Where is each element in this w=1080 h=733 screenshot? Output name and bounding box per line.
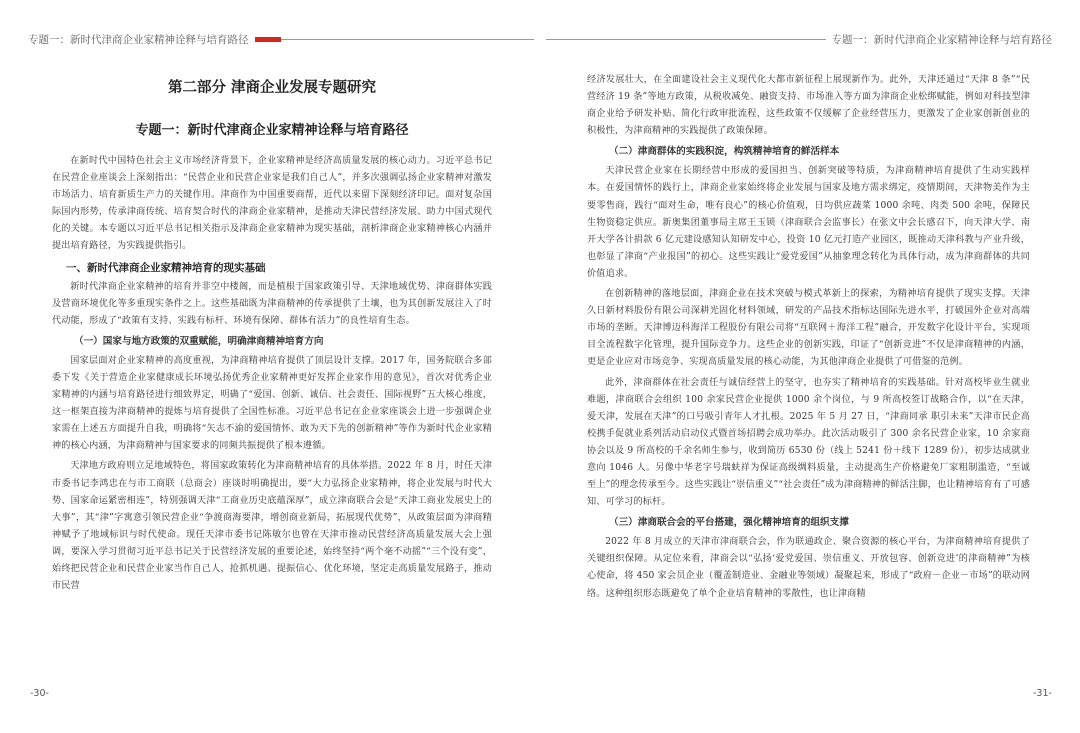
topic-title: 专题一：新时代津商企业家精神诠释与培育路径 — [135, 123, 409, 138]
subsection-1-paragraph-1: 国家层面对企业家精神的高度重视，为津商精神培育提供了顶层设计支撑。2017 年，国务院联合多部委下发《关于营造企业家健康成长环境弘扬优秀企业家精神更好发挥企业家作用的意见》，首次对优秀企业家精神的内涵与培育路径进行细致界定，明确了“爱国、创新、诚信、社会责任、国际视野”五大核心维度，这一框架直接为津商精神的提炼与培育提供了全国性标准。习近平总书记在企业家座谈会上进一步强调企业家需在上述五方面提升自我，明确将“矢志不渝的爱国情怀、敢为天下先的创新精神”等作为新时代企业家精神的核心内涵，为津商精神与国家要求的同频共振提供了根本遵循。 — [52, 355, 492, 452]
section-1-heading: 一、新时代津商企业家精神培育的现实基础 — [66, 261, 266, 274]
header-rule — [255, 39, 535, 40]
header-accent-bar — [255, 37, 281, 42]
subsection-1-heading: （一）国家与地方政策的双重赋能，明确津商精神培育方向 — [74, 335, 324, 347]
intro-paragraph: 在新时代中国特色社会主义市场经济背景下，企业家精神是经济高质量发展的核心动力。习近平总书记在民营企业座谈会上深刻指出：“民营企业和民营企业家是我们自己人”，并多次强调弘扬企业家精神对激发市场活力、培育新质生产力的关键作用。津商作为中国重要商帮，近代以来留下深刻经济印记。面对复杂国际国内形势，传承津商传统、培育契合时代的津商企业家精神，是推动天津民营经济发展、助力中国式现代化的关键。本专题以习近平总书记相关指示及津商企业家精神为现实基础，剖析津商企业家精神核心内涵并提出培育路径，为实践提供指引。 — [52, 156, 492, 252]
section-1-paragraph: 新时代津商企业家精神的培育并非空中楼阁，而是植根于国家政策引导、天津地域优势、津商群体实践及营商环境优化等多重现实条件之上。这些基础既为津商精神的传承提供了土壤，也为其创新发展注入了时代动能，形成了“政策有支持、实践有标杆、环境有保障、群体有活力”的良性培育生态。 — [52, 281, 492, 326]
page-number: -30- — [30, 688, 49, 699]
subsection-1-paragraph-2: 天津地方政府则立足地域特色，将国家政策转化为津商精神培育的具体举措。2022 年 8 月，时任天津市委书记李鸿忠在与市工商联（总商会）座谈时明确提出，要“大力弘扬企业家精神，将企业发展与时代大势、国家命运紧密相连”，特别强调天津“工商业历史底蕴深厚”，成立津商联合会是“天津工商业发展史上的大事”，其“津”字寓意引领民营企业“争渡商海要津，增创商业新局，拓展现代优势”，从政策层面为津商精神赋予了地域标识与时代使命。现任天津市委书记陈敏尔也曾在天津市推动民营经济高质量发展大会上强调，要深入学习贯彻习近平总书记关于民营经济发展的重要论述，始终坚持“两个毫不动摇”“三个没有变”，始终把民营企业和民营企业家当作自己人，抢抓机遇、提振信心、优化环境，坚定走高质量发展路子，推动市民营 — [52, 461, 492, 592]
running-header — [540, 31, 1052, 47]
subsection-3-paragraph: 2022 年 8 月成立的天津市津商联合会，作为联通政企、聚合资源的核心平台，为津商精神培育提供了关键组织保障。从定位来看，津商会以“弘扬‘爱党爱国、崇信重义、开放包容、创新竞进’的津商精神”为核心使命，将 450 家会员企业（覆盖制造业、金融业等领域）凝聚起来，形成了“政府－企业－市场”的联动网络。这种组织形态既避免了单个企业培育精神的零散性，也让津商精 — [587, 537, 1030, 599]
continued-paragraph: 经济发展壮大，在全面建设社会主义现代化大都市新征程上展现新作为。此外，天津还通过“天津 8 条”“民营经济 19 条”等地方政策，从税收减免、融资支持、市场准入等方面为津商企业松绑赋能，例如对科技型津商企业给予研发补贴、简化行政审批流程，这些政策不仅缓解了企业经营压力，更激发了企业家创新创业的积极性，为津商精神的实践提供了政策保障。 — [587, 75, 1030, 137]
subsection-2-paragraph-1: 天津民营企业家在长期经营中形成的爱国担当、创新突破等特质，为津商精神培育提供了生动实践样本。在爱国情怀的践行上，津商企业家始终将企业发展与国家及地方需求绑定，疫情期间，天津物美作为主要零售商，践行“面对生命，唯有良心”的核心价值观，日均供应蔬菜 1000 余吨、肉类 500 余吨，保障民生物资稳定供应。新奥集团董事局主席王玉锁（津商联合会监事长）在张文中会长感召下，向天津大学、南开大学各计捐款 6 亿元建设感知认知研发中心，投资 10 亿元打造产业园区，既推动天津科教与产业升级，也彰显了津商“产业报国”的初心。这些实践让“爱党爱国”从抽象理念转化为具体行动，成为津商群体的共同价值追求。 — [587, 166, 1030, 279]
part-title: 第二部分 津商企业发展专题研究 — [167, 80, 377, 96]
right-page — [540, 0, 1080, 733]
subsection-2-paragraph-3: 此外，津商群体在社会责任与诚信经营上的坚守，也夯实了精神培育的实践基础。针对高校毕业生就业难题，津商联合会组织 100 余家民营企业提供 1000 余个岗位，与 9 所高校签订战略合作，以“在天津，爱天津，发展在天津”的口号吸引青年人才扎根。2025 年 5 月 27 日，“津商同承 职引未来”天津市民企高校携手促就业系列活动启动仪式暨首场招聘会成功举办。此次活动吸引了 300 余名民营企业家，10 余家商协会以及 9 所高校的千余名师生参与，收到简历 6530 份（线上 5241 份＋线下 1289 份），初步达成就业意向 1046 人。另像中华老字号瑞蚨祥为保证高级绸料质量，主动提高生产价格避免厂家粗制滥造，“至诚至上”的理念传承至今。这些实践让“崇信重义”“社会责任”成为津商精神的鲜活注脚，也让精神培育有了可感知、可学习的标杆。 — [587, 377, 1030, 508]
running-header — [28, 31, 540, 47]
left-text-column — [52, 72, 492, 598]
header-rule — [546, 39, 826, 40]
page-number: -31- — [1033, 688, 1052, 699]
subsection-2-paragraph-2: 在创新精神的落地层面，津商企业在技术突破与模式革新上的探索，为精神培育提供了现实支撑。天津久日新材料股份有限公司深耕光固化材料领域，研发的产品技术指标达国际先进水平，打破国外企业对高端市场的垄断。天津博迈科海洋工程股份有限公司将“互联网＋海洋工程”融合，开发数字化设计平台，实现项目全流程数字化管理，提升国际竞争力。这些企业的创新实践，印证了“创新竞进”不仅是津商精神的内涵，更是企业应对市场竞争、实现高质量发展的核心动能，为其他津商企业提供了可借鉴的范例。 — [587, 289, 1030, 368]
header-text: 专题一：新时代津商企业家精神诠释与培育路径 — [831, 33, 1052, 46]
subsection-2-heading: （二）津商群体的实践积淀，构筑精神培育的鲜活样本 — [609, 146, 840, 158]
right-text-column — [587, 72, 1030, 606]
header-text: 专题一：新时代津商企业家精神诠释与培育路径 — [28, 33, 249, 46]
subsection-3-heading: （三）津商联合会的平台搭建，强化精神培育的组织支撑 — [609, 517, 849, 529]
